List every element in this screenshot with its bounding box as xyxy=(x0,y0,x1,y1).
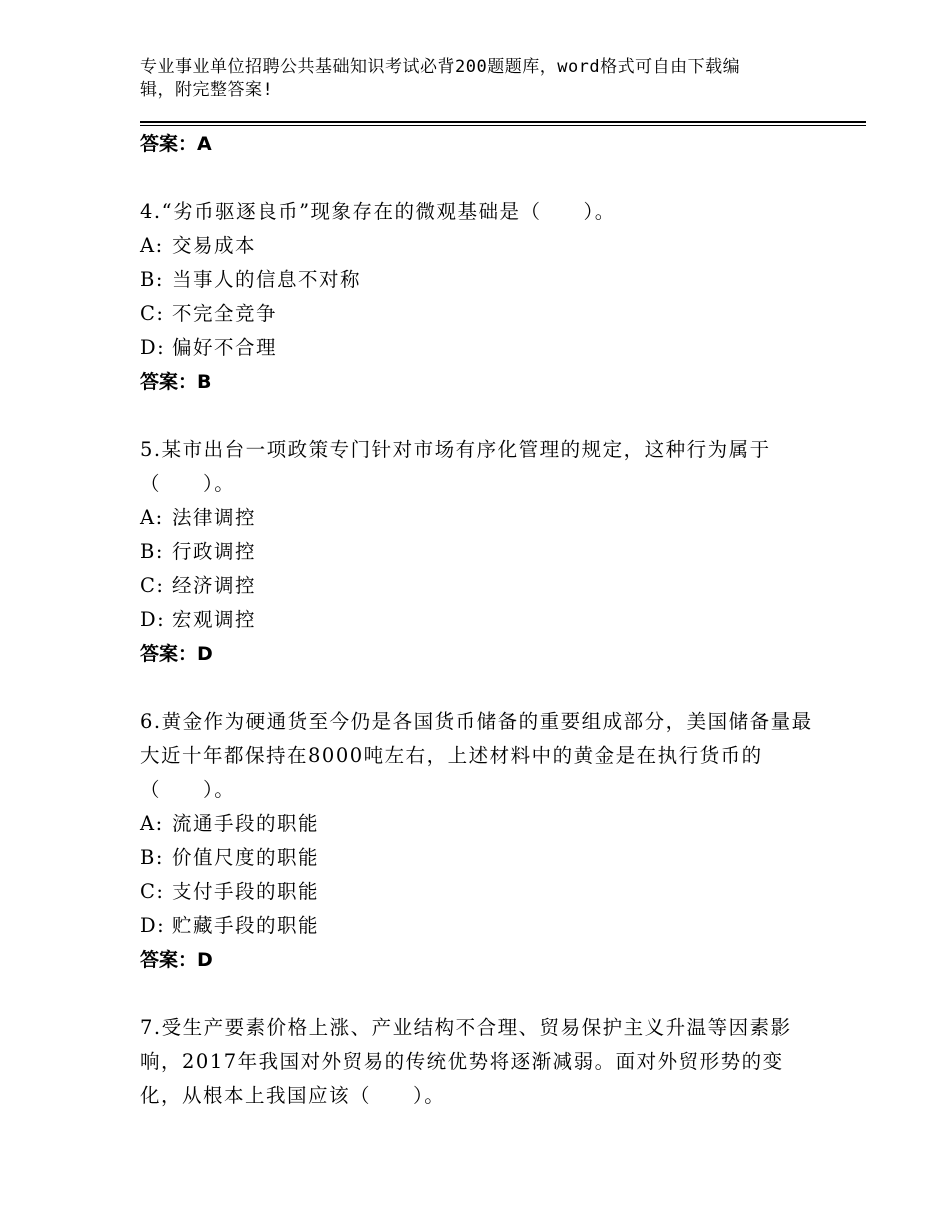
option-text: 价值尺度的职能 xyxy=(172,846,320,869)
option-d xyxy=(140,331,820,365)
header-rule-thin xyxy=(140,125,866,126)
answer-q6: 答案：D xyxy=(140,949,213,971)
option-text: 支付手段的职能 xyxy=(172,880,320,903)
question-5 xyxy=(140,433,820,671)
option-text: 经济调控 xyxy=(172,574,257,597)
option-key: A: xyxy=(140,812,164,835)
option-key: B: xyxy=(140,268,164,291)
option-b xyxy=(140,535,820,569)
option-key: B: xyxy=(140,846,164,869)
option-key: B: xyxy=(140,540,164,563)
option-c xyxy=(140,297,820,331)
option-key: C: xyxy=(140,302,165,325)
option-text: 不完全竞争 xyxy=(172,302,278,325)
option-key: A: xyxy=(140,506,164,529)
option-c xyxy=(140,875,820,909)
question-4 xyxy=(140,195,820,399)
option-key: C: xyxy=(140,880,165,903)
question-stem: 7.受生产要素价格上涨、产业结构不合理、贸易保护主义升温等因素影响，2017年我国对外贸易的传统优势将逐渐减弱。面对外贸形势的变化，从根本上我国应该（ ）。 xyxy=(140,1016,792,1107)
option-d xyxy=(140,603,820,637)
option-text: 偏好不合理 xyxy=(172,336,278,359)
question-stem: 5.某市出台一项政策专门针对市场有序化管理的规定，这种行为属于（ ）。 xyxy=(140,438,771,495)
option-text: 法律调控 xyxy=(172,506,257,529)
option-text: 宏观调控 xyxy=(172,608,257,631)
document-header xyxy=(140,56,800,102)
option-key: A: xyxy=(140,234,164,257)
option-text: 当事人的信息不对称 xyxy=(172,268,362,291)
header-line-2: 辑，附完整答案! xyxy=(140,80,274,100)
option-key: D: xyxy=(140,608,166,631)
question-stem: 6.黄金作为硬通货至今仍是各国货币储备的重要组成部分，美国储备量最大近十年都保持在8000吨左右，上述材料中的黄金是在执行货币的（ ）。 xyxy=(140,710,813,801)
option-a xyxy=(140,501,820,535)
header-rule-thick xyxy=(140,121,866,123)
option-c xyxy=(140,569,820,603)
answer-q3: 答案：A xyxy=(140,133,212,155)
question-stem: 4.“劣币驱逐良币”现象存在的微观基础是（ ）。 xyxy=(140,200,616,223)
option-text: 交易成本 xyxy=(172,234,257,257)
header-line-1: 专业事业单位招聘公共基础知识考试必背200题题库，word格式可自由下载编 xyxy=(140,57,741,77)
question-7 xyxy=(140,1011,820,1113)
option-b xyxy=(140,263,820,297)
question-6 xyxy=(140,705,820,977)
option-text: 行政调控 xyxy=(172,540,257,563)
answer-q5: 答案：D xyxy=(140,643,213,665)
option-b xyxy=(140,841,820,875)
question-list xyxy=(140,127,820,1113)
option-text: 流通手段的职能 xyxy=(172,812,320,835)
option-a xyxy=(140,807,820,841)
option-a xyxy=(140,229,820,263)
option-text: 贮藏手段的职能 xyxy=(172,914,320,937)
option-key: D: xyxy=(140,914,166,937)
answer-q4: 答案：B xyxy=(140,371,212,393)
option-key: D: xyxy=(140,336,166,359)
option-key: C: xyxy=(140,574,165,597)
option-d xyxy=(140,909,820,943)
